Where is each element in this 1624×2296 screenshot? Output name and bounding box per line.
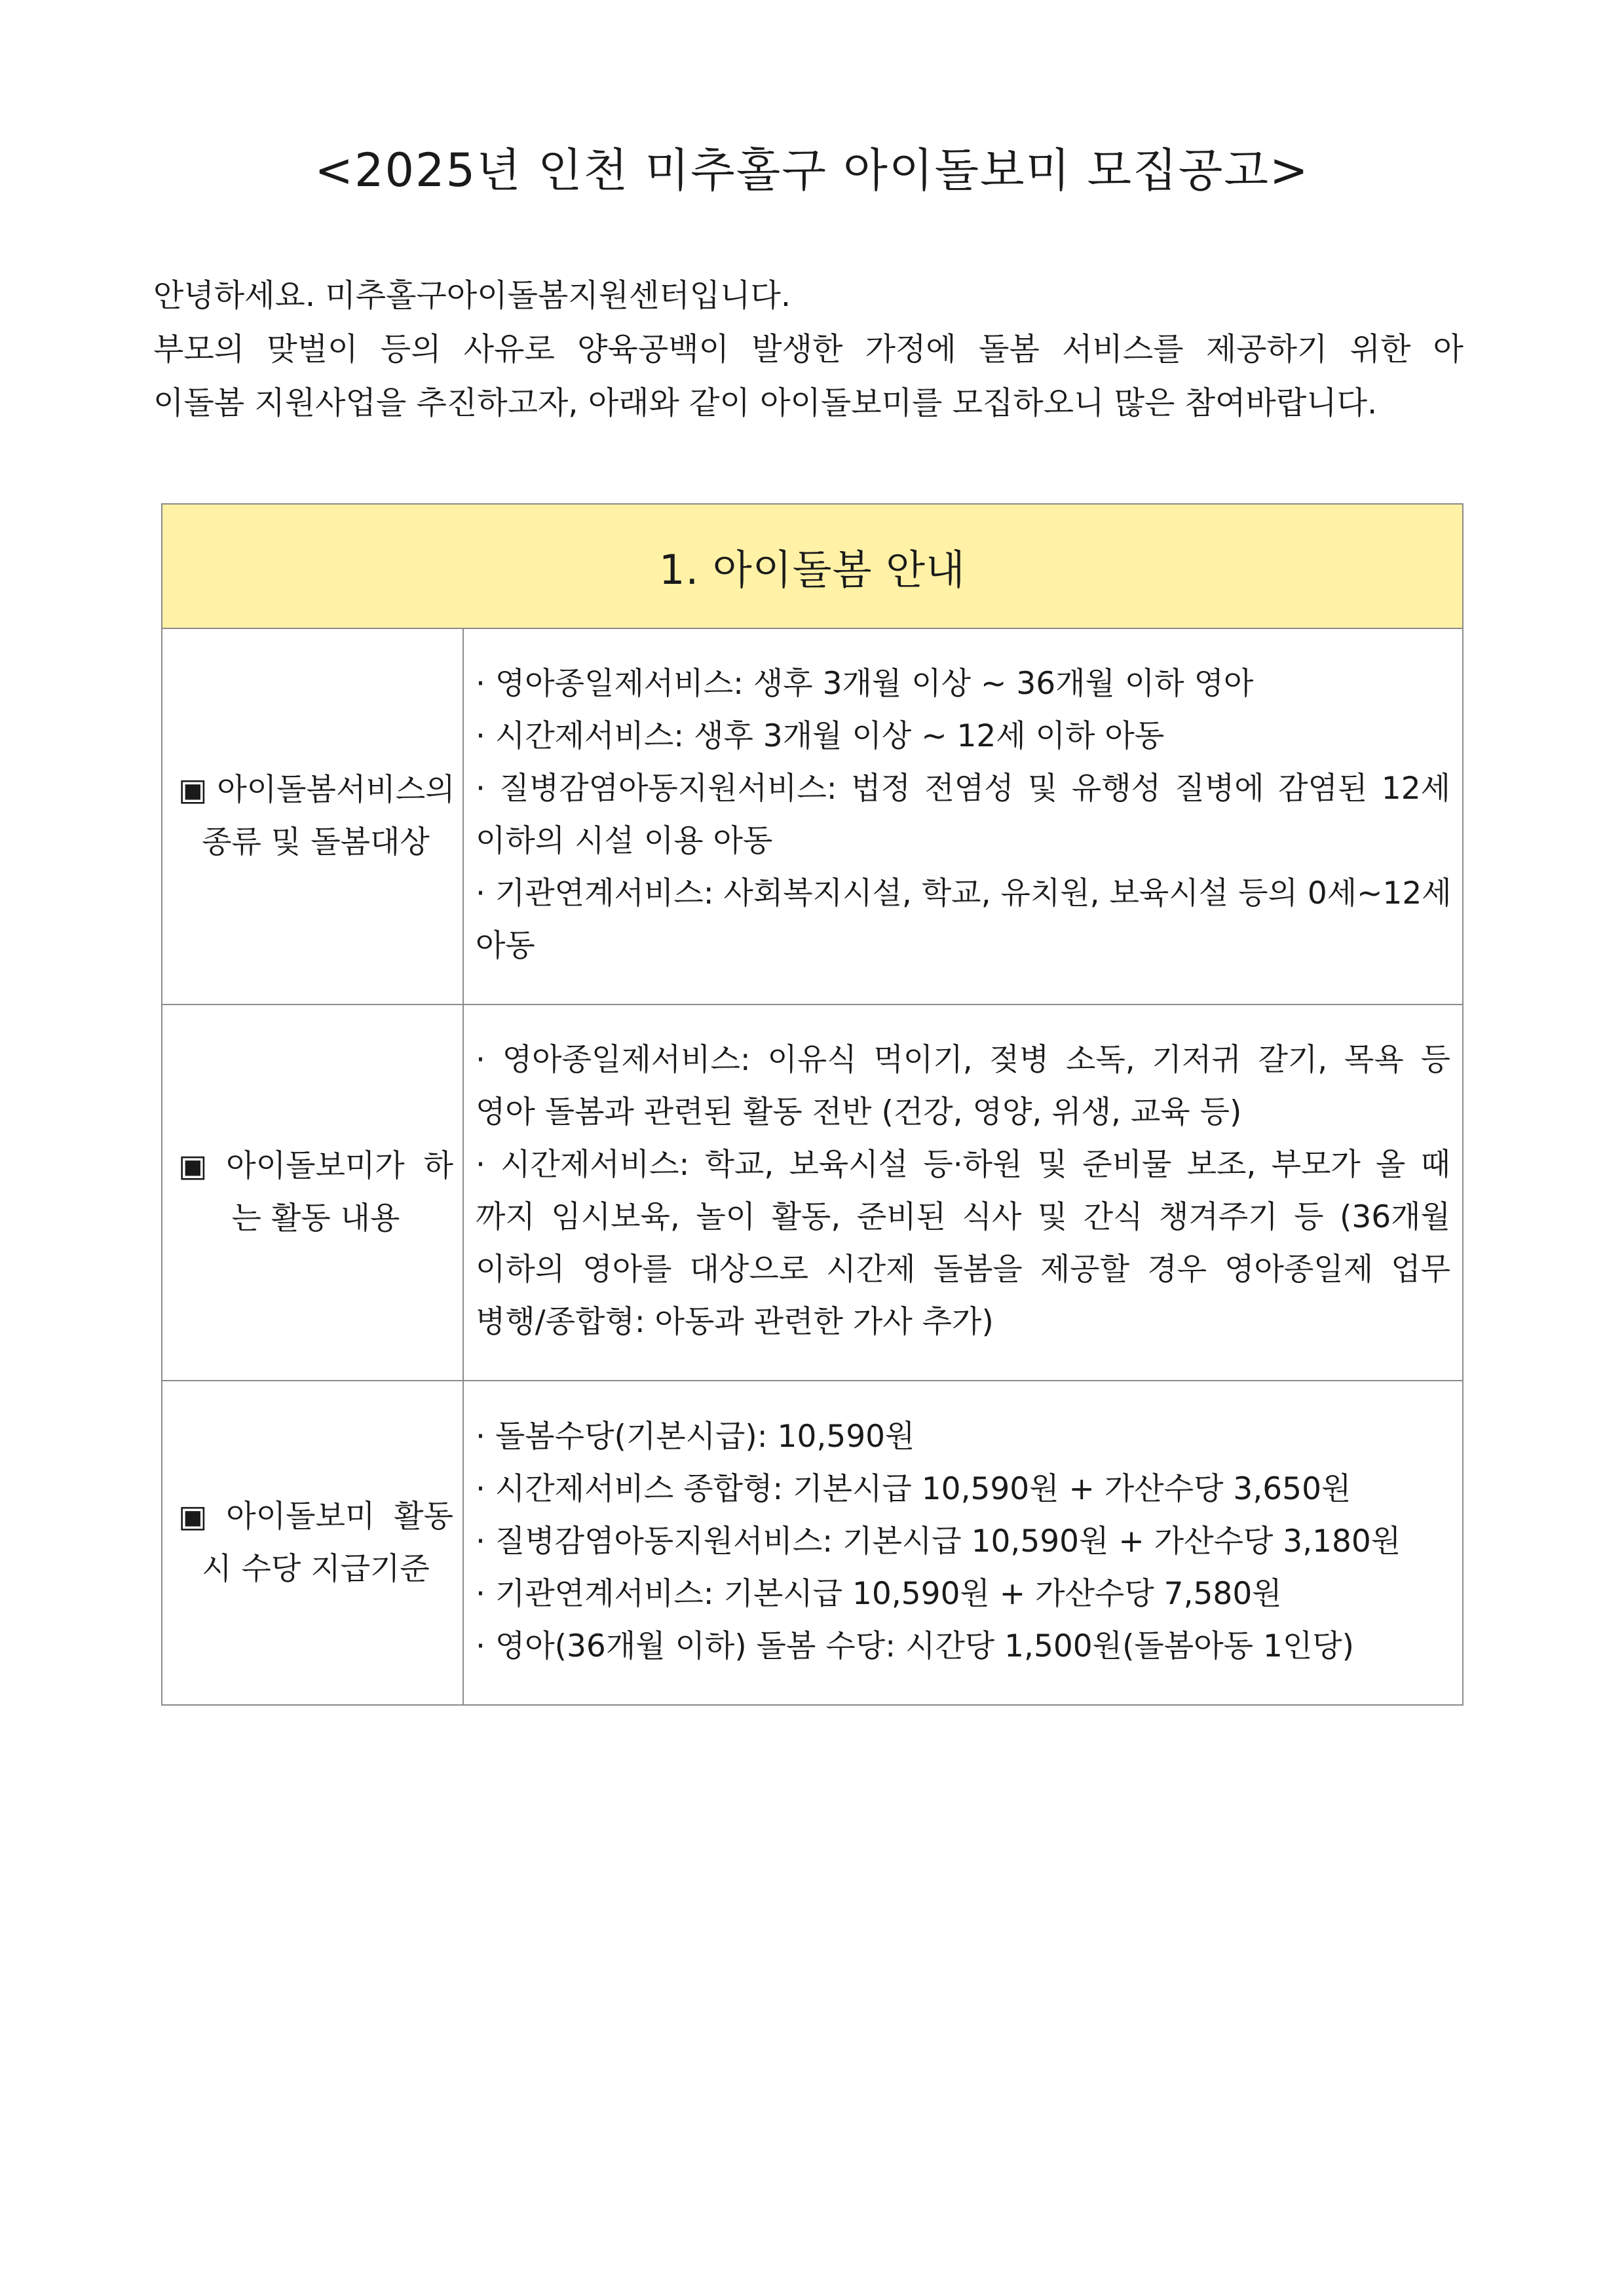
row-content xyxy=(463,1004,1463,1381)
content-line: · 영아(36개월 이하) 돌봄 수당: 시간당 1,500원(돌봄아동 1인당) xyxy=(476,1628,1354,1664)
row-content xyxy=(463,1381,1463,1705)
content-line: · 시간제서비스: 학교, 보육시설 등·하원 및 준비물 보조, 부모가 올 때 xyxy=(476,1147,1450,1183)
content-line: · 기관연계서비스: 사회복지시설, 학교, 유치원, 보육시설 등의 0세~12세 xyxy=(476,875,1452,911)
content-line: · 영아종일제서비스: 이유식 먹이기, 젖병 소독, 기저귀 갈기, 목욕 등 xyxy=(476,1042,1450,1078)
row-label-line: ▣ 아이돌봄서비스의 xyxy=(178,772,455,808)
row-label xyxy=(162,1381,463,1705)
info-table xyxy=(161,503,1463,1706)
content-line: 영아 돌봄과 관련된 활동 전반 (건강, 영양, 위생, 교육 등) xyxy=(476,1094,1242,1130)
row-label-line: ▣ 아이돌보미 활동 xyxy=(178,1498,453,1535)
table-row xyxy=(162,1381,1463,1705)
content-line: 이하의 영아를 대상으로 시간제 돌봄을 제공할 경우 영아종일제 업무 xyxy=(476,1252,1450,1288)
content-line: 까지 임시보육, 놀이 활동, 준비된 식사 및 간식 챙겨주기 등 (36개월 xyxy=(476,1199,1450,1235)
row-label xyxy=(162,1004,463,1381)
table-row xyxy=(162,1004,1463,1381)
row-content xyxy=(463,628,1463,1004)
content-line: · 질병감염아동지원서비스: 기본시급 10,590원 + 가산수당 3,180원 xyxy=(476,1523,1401,1559)
row-label xyxy=(162,628,463,1004)
content-line: 아동 xyxy=(476,928,535,964)
intro-greeting: 안녕하세요. 미추홀구아이돌봄지원센터입니다. xyxy=(153,277,791,314)
content-line: · 시간제서비스 종합형: 기본시급 10,590원 + 가산수당 3,650원 xyxy=(476,1470,1351,1507)
intro-line: 부모의 맞벌이 등의 사유로 양육공백이 발생한 가정에 돌봄 서비스를 제공하기 위한 아 xyxy=(153,331,1463,368)
content-line: · 기관연계서비스: 기본시급 10,590원 + 가산수당 7,580원 xyxy=(476,1575,1282,1612)
content-line: 병행/종합형: 아동과 관련한 가사 추가) xyxy=(476,1304,994,1340)
content-line: · 시간제서비스: 생후 3개월 이상 ~ 12세 이하 아동 xyxy=(476,718,1165,754)
row-label-line: 는 활동 내용 xyxy=(231,1200,400,1236)
page-title: <2025년 인천 미추홀구 아이돌보미 모집공고> xyxy=(314,144,1310,197)
content-line: · 돌봄수당(기본시급): 10,590원 xyxy=(476,1418,915,1455)
table-header: 1. 아이돌봄 안내 xyxy=(162,504,1463,628)
content-line: · 영아종일제서비스: 생후 3개월 이상 ~ 36개월 이하 영아 xyxy=(476,666,1254,702)
intro-line: 이돌봄 지원사업을 추진하고자, 아래와 같이 아이돌보미를 모집하오니 많은 참여바랍니다. xyxy=(153,385,1378,421)
row-label-line: 시 수당 지급기준 xyxy=(202,1550,430,1587)
row-label-line: ▣ 아이돌보미가 하 xyxy=(178,1148,453,1184)
row-label-line: 종류 및 돌봄대상 xyxy=(202,824,430,860)
table-row xyxy=(162,628,1463,1004)
intro-paragraph xyxy=(153,269,1463,430)
content-line: · 질병감염아동지원서비스: 법정 전염성 및 유행성 질병에 감염된 12세 xyxy=(476,771,1450,807)
content-line: 이하의 시설 이용 아동 xyxy=(476,823,773,859)
